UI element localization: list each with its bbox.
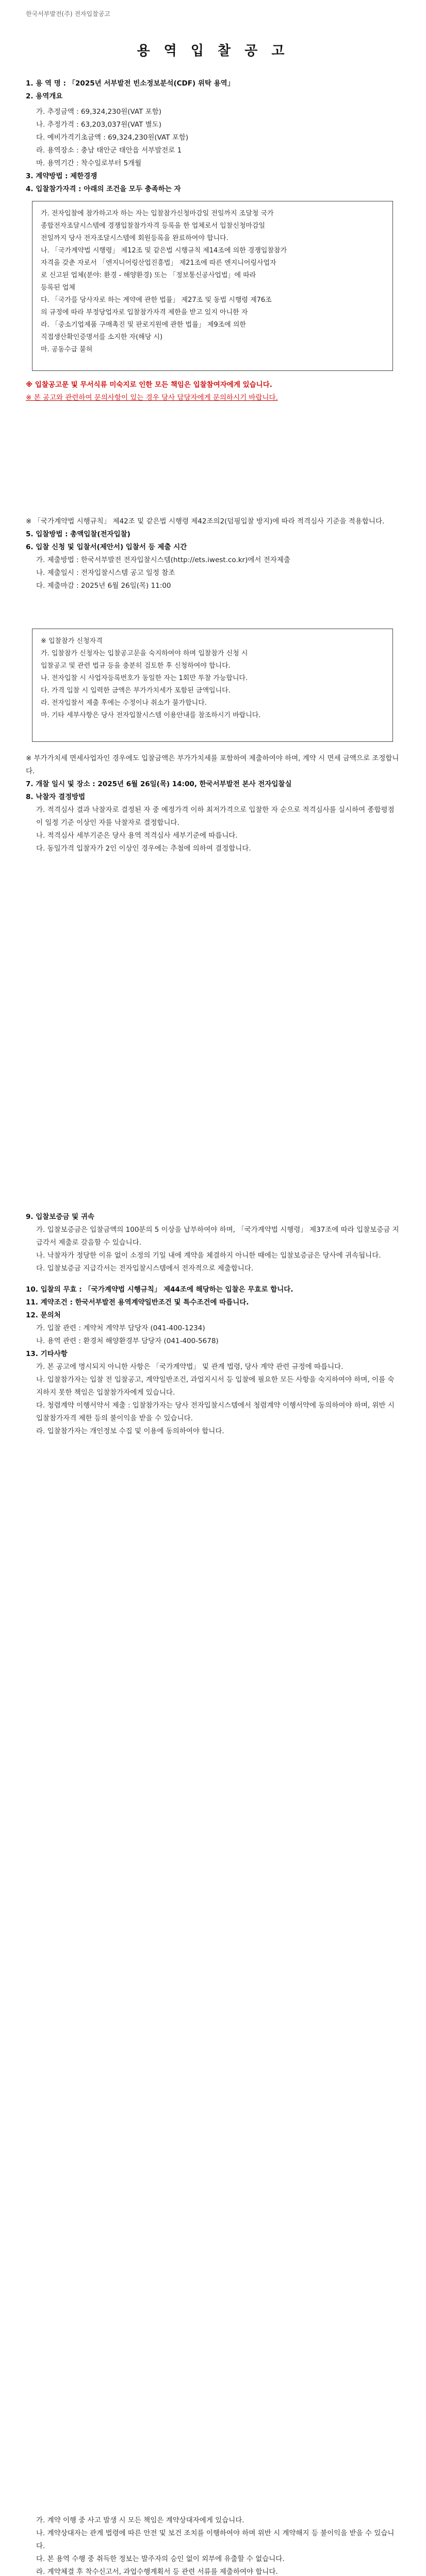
page-label: 한국서부발전(주) 전자입찰공고 (26, 10, 110, 18)
bidding-notice-box (32, 629, 393, 742)
overview-item: 가. 추정금액 : 69,324,230원(VAT 포함) (36, 108, 161, 116)
overview-item: 마. 용역기간 : 착수일로부터 5개월 (36, 159, 142, 167)
submission-item: 가. 제출방법 : 한국서부발전 전자입찰시스템(http://ets.iwest.co.kr)에서 전자제출 (36, 556, 290, 564)
section-7-8 (26, 752, 400, 855)
award-item: 나. 적격심사 세부기준은 당사 용역 적격심사 세부기준에 따릅니다. (36, 832, 238, 840)
box-line: 전일까지 당사 전자조달시스템에 회원등록을 완료하여야 합니다. (41, 234, 228, 242)
box-line: 직접생산확인증명서를 소지한 자(해당 시) (41, 333, 163, 341)
overview-item: 다. 예비가격기초금액 : 69,324,230원(VAT 포함) (36, 133, 189, 142)
tail-item: 다. 본 용역 수행 중 취득한 정보는 발주자의 승인 없이 외부에 유출할 수 없습니다. (36, 2555, 285, 2563)
page-title: 용 역 입 찰 공 고 (137, 43, 289, 59)
award-heading: 8. 낙찰자 결정방법 (26, 793, 86, 801)
misc-item: 가. 본 공고에 명시되지 아니한 사항은 「국가계약법」 및 관계 법령, 당사 계약 관련 규정에 따릅니다. (36, 1363, 343, 1371)
box-line: 의 규정에 따라 부정당업자로 입찰참가자격 제한을 받고 있지 아니한 자 (41, 309, 248, 316)
eligibility-heading: 4. 입찰참가자격 : 아래의 조건을 모두 충족하는 자 (26, 185, 181, 193)
award-item: 가. 적격심사 결과 낙찰자로 결정된 자 중 예정가격 이하 최저가격으로 입찰한 자 순으로 적격심사를 실시하여 종합평점이 일정 기준 이상인 자를 낙찰자로 결정합니다. (36, 806, 395, 827)
section-1 (26, 77, 400, 103)
box-line: 입찰공고 및 관련 법규 등을 충분히 검토한 후 신청하여야 합니다. (41, 662, 231, 670)
section-2 (26, 106, 400, 196)
submission-item: 다. 제출마감 : 2025년 6월 26일(목) 11:00 (36, 582, 171, 590)
box-line: 나. 「국가계약법 시행령」 제12조 및 같은법 시행규칙 제14조에 의한 경쟁입찰참가 (41, 247, 287, 255)
deposit-item: 나. 낙찰자가 정당한 이유 없이 소정의 기일 내에 계약을 체결하지 아니한 때에는 입찰보증금은 당사에 귀속됩니다. (36, 1251, 381, 1260)
box-line: 로 신고된 업체(분야: 환경 - 해양환경) 또는 「정보통신공사업법」에 따라 (41, 272, 256, 279)
tail-item: 가. 계약 이행 중 사고 발생 시 모든 책임은 계약상대자에게 있습니다. (36, 2516, 244, 2524)
service-name: 1. 용 역 명 : 「2025년 서부발전 빈소정보분석(CDF) 위탁 용역」 (26, 79, 235, 88)
submission-item: 나. 제출일시 : 전자입찰시스템 공고 일정 참조 (36, 569, 175, 577)
submission-heading: 6. 입찰 신청 및 입찰서(제안서) 입찰서 등 제출 시간 (26, 543, 187, 551)
contract-method: 3. 계약방법 : 제한경쟁 (26, 172, 97, 180)
box-line: 라. 「중소기업제품 구매촉진 및 판로지원에 관한 법률」 제9조에 의한 (41, 321, 246, 329)
deposit-item: 가. 입찰보증금은 입찰금액의 100분의 5 이상을 납부하여야 하며, 「국가계약법 시행령」 제37조에 따라 입찰보증금 지급각서 제출로 갈음할 수 있습니다. (36, 1226, 399, 1247)
box-line: 등록된 업체 (41, 284, 75, 292)
deposit-item: 다. 입찰보증금 지급각서는 전자입찰시스템에서 전자적으로 제출합니다. (36, 1264, 254, 1273)
bidding-method: 5. 입찰방법 : 총액입찰(전자입찰) (26, 530, 130, 538)
tail-item: 라. 계약체결 후 착수신고서, 과업수행계획서 등 관련 서류를 제출하여야 합니다. (36, 2568, 278, 2576)
box-line: 다. 「국가를 당사자로 하는 계약에 관한 법률」 제27조 및 동법 시행령 제76조 (41, 296, 272, 304)
box-line: 라. 전자입찰서 제출 후에는 수정이나 취소가 불가합니다. (41, 699, 207, 707)
misc-heading: 13. 기타사항 (26, 1350, 68, 1358)
overview-item: 나. 추정가격 : 63,203,037원(VAT 별도) (36, 121, 161, 129)
overview-heading: 2. 용역개요 (26, 92, 63, 100)
tail-item: 나. 계약상대자는 관계 법령에 따른 안전 및 보건 조치를 이행하여야 하며 위반 시 계약해지 등 불이익을 받을 수 있습니다. (36, 2529, 395, 2550)
box-line: 마. 기타 세부사항은 당사 전자입찰시스템 이용안내를 참조하시기 바랍니다. (41, 711, 261, 719)
vat-note: ※ 부가가치세 면세사업자인 경우에도 입찰금액은 부가가치세를 포함하여 제출하여야 하며, 계약 시 면세 금액으로 조정합니다. (26, 754, 399, 775)
section-9-13 (26, 1211, 400, 1438)
overview-item: 라. 용역장소 : 충남 태안군 태안읍 서부발전로 1 (36, 146, 182, 155)
section-5-6 (26, 515, 400, 592)
contact-item: 나. 용역 관련 : 환경처 해양환경부 담당자 (041-400-5678) (36, 1337, 219, 1345)
red-notes (26, 379, 400, 404)
contract-terms: 11. 계약조건 : 한국서부발전 용역계약일반조건 및 특수조건에 따릅니다. (26, 1298, 249, 1307)
eligibility-box (32, 201, 393, 371)
misc-item: 라. 입찰참가자는 개인정보 수집 및 이용에 동의하여야 합니다. (36, 1427, 224, 1435)
warning-note: ※ 입찰공고문 및 무서식류 미숙지로 인한 모든 책임은 입찰참여자에게 있습니다. (26, 381, 272, 389)
box-line: 마. 공동수급 불허 (41, 346, 93, 353)
contact-item: 가. 입찰 관련 : 계약처 계약부 담당자 (041-400-1234) (36, 1324, 205, 1332)
invalid-bid: 10. 입찰의 무효 : 「국가계약법 시행규칙」 제44조에 해당하는 입찰은 무효로 합니다. (26, 1285, 293, 1294)
screening-note: ※ 「국가계약법 시행규칙」 제42조 및 같은법 시행령 제42조의2(덤핑입찰 방지)에 따라 적격심사 기준을 적용합니다. (26, 517, 385, 526)
opening-info: 7. 개찰 일시 및 장소 : 2025년 6월 26일(목) 14:00, 한국서부발전 본사 전자입찰실 (26, 780, 292, 788)
award-item: 다. 동일가격 입찰자가 2인 이상인 경우에는 추첨에 의하여 결정합니다. (36, 844, 251, 853)
box-line: 자격을 갖춘 자로서 「엔지니어링산업진흥법」 제21조에 따른 엔지니어링사업자 (41, 259, 276, 267)
box-line: ※ 입찰참가 신청자격 (41, 637, 103, 645)
box-line: 가. 전자입찰에 참가하고자 하는 자는 입찰참가신청마감일 전일까지 조달청 국가 (41, 210, 274, 217)
contact-heading: 12. 문의처 (26, 1311, 61, 1319)
misc-item: 다. 청렴계약 이행서약서 제출 : 입찰참가자는 당사 전자입찰시스템에서 청렴계약 이행서약에 동의하여야 하며, 위반 시 입찰참가자격 제한 등의 불이익을 받을 수 있습니다. (36, 1401, 395, 1422)
box-line: 가. 입찰참가 신청자는 입찰공고문을 숙지하여야 하며 입찰참가 신청 시 (41, 650, 248, 657)
box-line: 나. 전자입찰 시 사업자등록번호가 동일한 자는 1회만 투찰 가능합니다. (41, 674, 248, 682)
misc-item: 나. 입찰참가자는 입찰 전 입찰공고, 계약일반조건, 과업지시서 등 입찰에 필요한 모든 사항을 숙지하여야 하며, 이를 숙지하지 못한 책임은 입찰참가자에게 있습니다. (36, 1376, 395, 1397)
tail-section (26, 2514, 400, 2576)
box-line: 다. 가격 입찰 시 입력한 금액은 부가가치세가 포함된 금액입니다. (41, 687, 231, 694)
deposit-heading: 9. 입찰보증금 및 귀속 (26, 1213, 94, 1221)
inquiry-note: ※ 본 공고와 관련하여 문의사항이 있는 경우 당사 담당자에게 문의하시기 바랍니다. (26, 394, 278, 402)
box-line: 종합전자조달시스템에 경쟁입찰참가자격 등록을 한 업체로서 입찰신청마감일 (41, 222, 266, 230)
